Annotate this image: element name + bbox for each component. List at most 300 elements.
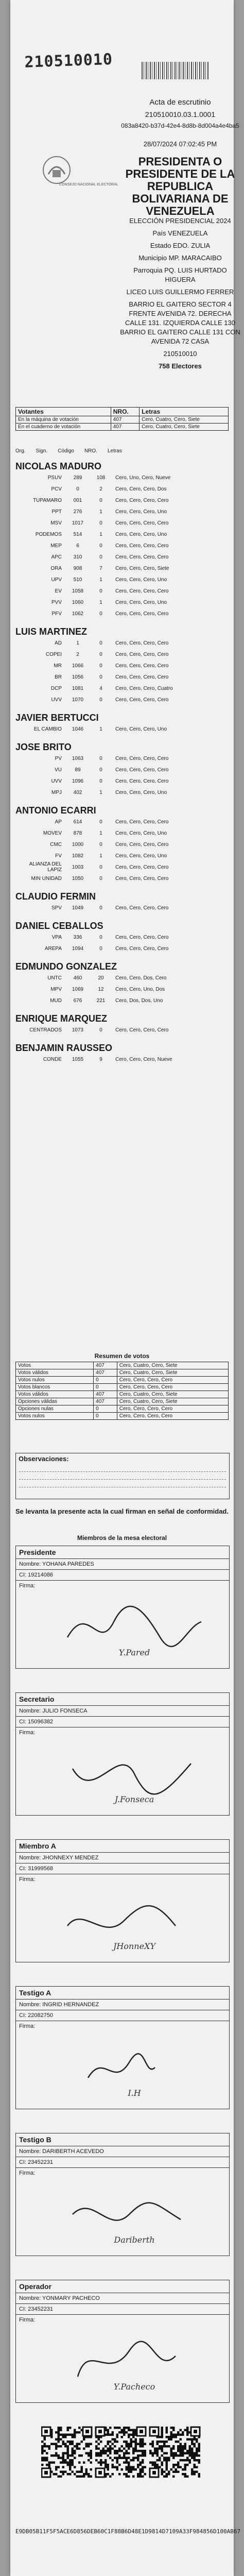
party-code: 878 <box>73 830 82 836</box>
party-nro: 0 <box>99 554 102 560</box>
voters-header: Votantes <box>16 408 111 416</box>
party-code: 1081 <box>72 685 84 691</box>
party-nro: 1 <box>99 853 102 859</box>
party-org: UVV <box>51 697 62 703</box>
candidate-name: DANIEL CEBALLOS <box>15 921 103 931</box>
handwritten-signature <box>57 1885 212 1957</box>
voters-table <box>15 407 229 431</box>
party-code: 336 <box>73 934 82 940</box>
party-org: ALIANZA DEL LAPIZ <box>29 861 62 873</box>
election-title: PRESIDENTA O PRESIDENTE DE LA REPUBLICA BOLIVARIANA DE VENEZUELA <box>125 155 235 217</box>
party-letras: Cero, Cero, Cero, Cero <box>115 875 169 882</box>
candidate-party-row <box>15 694 229 705</box>
summary-letras: Cero, Cero, Cero, Cero <box>117 1413 228 1420</box>
party-nro: 7 <box>99 565 102 571</box>
party-nro: 1 <box>99 577 102 583</box>
candidate-party-row <box>15 972 229 984</box>
party-nro: 0 <box>99 611 102 617</box>
party-code: 1082 <box>72 853 84 859</box>
candidate-name: BENJAMIN RAUSSEO <box>15 1043 113 1053</box>
signature-area <box>16 1727 229 1815</box>
party-letras: Cero, Cero, Cero, Cuatro <box>115 685 173 691</box>
table-row <box>16 1377 229 1384</box>
firma-label: Firma: <box>19 2023 36 2029</box>
table-row <box>16 1398 229 1405</box>
table-row <box>16 1405 229 1413</box>
member-name: Nombre: YOHANA PAREDES <box>16 1559 229 1570</box>
summary-nro: 0 <box>94 1413 117 1420</box>
party-org: AREPA <box>44 945 62 952</box>
candidate-party-row <box>15 585 229 597</box>
party-letras: Cero, Cero, Cero, Cero <box>115 1027 169 1033</box>
signature-area <box>16 2021 229 2109</box>
party-letras: Cero, Cero, Cero, Cero <box>115 554 169 560</box>
member-role: Miembro A <box>16 1840 229 1853</box>
party-nro: 0 <box>99 875 102 882</box>
candidate-name: JOSE BRITO <box>15 742 72 752</box>
signature-text: Y.Pared <box>118 1648 150 1657</box>
party-letras: Cero, Cero, Cero, Uno <box>115 789 167 795</box>
party-code: 1049 <box>72 905 84 911</box>
table-row: En la máquina de votación 407 Cero, Cuatro, Cero, Siete <box>16 416 229 423</box>
candidate-name: JAVIER BERTUCCI <box>15 713 99 723</box>
summary-nro: 0 <box>94 1405 117 1413</box>
candidate-party-row <box>15 931 229 943</box>
summary-letras: Cero, Cuatro, Cero, Siete <box>117 1369 228 1377</box>
party-code: 1 <box>76 640 79 646</box>
party-org: MPV <box>50 986 62 992</box>
handwritten-signature <box>57 1738 212 1810</box>
party-org: PFV <box>51 611 62 617</box>
candidate-party-row <box>15 1024 229 1036</box>
signature-text: I.H <box>128 2088 141 2098</box>
party-letras: Cero, Cero, Cero, Dos <box>115 486 167 492</box>
summary-label: Votos nulos <box>16 1413 94 1420</box>
party-code: 1094 <box>72 945 84 952</box>
signature-area <box>16 1581 229 1668</box>
acta-id: 210510010.03.1.0001 <box>145 110 216 118</box>
party-nro: 0 <box>99 588 102 594</box>
party-nro: 0 <box>99 841 102 848</box>
party-code: 1055 <box>72 1056 84 1062</box>
candidate-party-row <box>15 839 229 850</box>
member-role: Testigo B <box>16 2133 229 2146</box>
summary-letras: Cero, Cuatro, Cero, Siete <box>117 1391 228 1398</box>
candidate-party-row <box>15 472 229 483</box>
table-row <box>16 1391 229 1398</box>
summary-letras: Cero, Cuatro, Cero, Siete <box>117 1398 228 1405</box>
candidate-party-row <box>15 529 229 540</box>
member-name: Nombre: JHONNEXY MENDEZ <box>16 1853 229 1863</box>
summary-label: Votos blancos <box>16 1384 94 1391</box>
party-letras: Cero, Cero, Cero, Cero <box>115 543 169 549</box>
party-nro: 0 <box>99 663 102 669</box>
nro-header: NRO. <box>111 408 139 416</box>
party-org: BR <box>55 674 62 680</box>
summary-label: Opciones nulas <box>16 1405 94 1413</box>
legal-text: Se levanta la presente acta la cual firman en señal de conformidad. <box>15 1507 229 1515</box>
candidate-name: LUIS MARTINEZ <box>15 626 87 637</box>
party-code: 1046 <box>72 726 84 732</box>
party-nro: 0 <box>99 767 102 773</box>
member-ci: CI: 23452231 <box>16 2304 229 2315</box>
candidate-party-row <box>15 683 229 694</box>
party-org: PV <box>55 755 62 761</box>
party-code: 89 <box>75 767 81 773</box>
firma-label: Firma: <box>19 1876 36 1883</box>
summary-letras: Cero, Cero, Cero, Cero <box>117 1384 228 1391</box>
party-nro: 4 <box>99 685 102 691</box>
summary-nro: 407 <box>94 1391 117 1398</box>
party-nro: 1 <box>99 726 102 732</box>
summary-label: Votos válidos <box>16 1369 94 1377</box>
party-org: SPV <box>51 905 62 911</box>
party-code: 6 <box>76 543 79 549</box>
candidate-party-row <box>15 1054 229 1065</box>
member-name: Nombre: JULIO FONSECA <box>16 1706 229 1717</box>
party-org: UNTC <box>47 975 62 981</box>
party-code: 310 <box>73 554 82 560</box>
member-role: Operador <box>16 2280 229 2293</box>
firma-label: Firma: <box>19 2317 36 2323</box>
table-row <box>16 1362 229 1369</box>
table-row <box>16 1369 229 1377</box>
member-block <box>15 1692 230 1816</box>
parish: Parroquia PQ. LUIS HURTADO HIGUERA <box>133 266 227 283</box>
party-nro: 9 <box>99 1056 102 1062</box>
candidate-party-row <box>15 827 229 839</box>
candidate-party-row <box>15 764 229 775</box>
party-letras: Cero, Cero, Cero, Cero <box>115 905 169 911</box>
candidate-party-row <box>15 787 229 798</box>
party-code: 614 <box>73 819 82 825</box>
header-barcode <box>142 62 208 79</box>
member-block <box>15 1546 230 1669</box>
party-org: UPV <box>51 577 62 583</box>
party-org: PVV <box>51 599 62 605</box>
candidate-name: CLAUDIO FERMIN <box>15 891 96 902</box>
party-nro: 0 <box>99 755 102 761</box>
candidate-party-row <box>15 574 229 585</box>
party-letras: Cero, Cero, Cero, Uno <box>115 531 167 537</box>
candidate-party-row <box>15 995 229 1006</box>
candidate-party-row <box>15 540 229 551</box>
summary-label: Votos <box>16 1362 94 1369</box>
footer-hash: E9DB05B11F5F5ACE6D856DEB60C1F88B6D48E1D9814D7109A33F984856D100AB67 <box>15 2528 241 2535</box>
member-ci: CI: 23452231 <box>16 2157 229 2168</box>
table-row <box>16 1413 229 1420</box>
signature-text: JHonneXY <box>113 1941 156 1951</box>
member-role: Presidente <box>16 1546 229 1559</box>
party-code: 1003 <box>72 864 84 870</box>
candidate-party-row <box>15 850 229 861</box>
candidate-party-row <box>15 637 229 649</box>
party-nro: 1 <box>99 830 102 836</box>
candidate-party-row <box>15 495 229 506</box>
party-nro: 0 <box>99 543 102 549</box>
member-block <box>15 1986 230 2109</box>
party-letras: Cero, Cero, Cero, Cero <box>115 864 169 870</box>
candidate-party-row <box>15 597 229 608</box>
candidate-party-row <box>15 775 229 787</box>
candidate-party-row <box>15 723 229 735</box>
candidate-party-row <box>15 608 229 619</box>
signature-text: Y.Pacheco <box>113 2382 155 2392</box>
party-letras: Cero, Cero, Cero, Cero <box>115 674 169 680</box>
party-org: MOVEV <box>43 830 62 836</box>
party-nro: 0 <box>99 651 102 657</box>
party-code: 514 <box>73 531 82 537</box>
member-name: Nombre: INGRID HERNANDEZ <box>16 1999 229 2010</box>
candidate-party-row <box>15 984 229 995</box>
center-name: LICEO LUIS GUILLERMO FERRER <box>126 288 234 296</box>
party-letras: Cero, Cero, Cero, Uno <box>115 599 167 605</box>
party-org: TUPAMARO <box>33 497 62 503</box>
party-code: 402 <box>73 789 82 795</box>
party-letras: Cero, Cero, Cero, Uno <box>115 853 167 859</box>
party-nro: 221 <box>96 997 106 1004</box>
observations-label: Observaciones: <box>19 1455 69 1463</box>
candidate-name: NICOLAS MADURO <box>15 461 101 471</box>
member-role: Testigo A <box>16 1987 229 1999</box>
member-block <box>15 2280 230 2403</box>
member-block <box>15 1839 230 1962</box>
logo-caption: CONSEJO NACIONAL ELECTORAL <box>59 183 118 187</box>
party-org: VPA <box>51 934 62 940</box>
party-org: CENTRADOS <box>29 1027 62 1033</box>
party-org: PSUV <box>47 474 62 481</box>
party-nro: 0 <box>99 520 102 526</box>
party-letras: Cero, Dos, Dos, Uno <box>115 997 163 1004</box>
summary-nro: 407 <box>94 1369 117 1377</box>
handwritten-signature <box>57 2178 212 2250</box>
party-nro: 0 <box>99 1027 102 1033</box>
handwritten-signature <box>57 2031 212 2104</box>
summary-nro: 407 <box>94 1398 117 1405</box>
divider <box>19 1471 226 1472</box>
party-org: APC <box>51 554 62 560</box>
signature-area <box>16 1874 229 1962</box>
member-ci: CI: 19214086 <box>16 1570 229 1581</box>
signature-text: J.Fonseca <box>114 1794 154 1804</box>
candidate-party-row <box>15 506 229 517</box>
candidate-party-row <box>15 551 229 563</box>
candidate-name: ENRIQUE MARQUEZ <box>15 1013 108 1024</box>
state: Estado EDO. ZULIA <box>150 242 211 249</box>
party-org: PPT <box>51 509 62 515</box>
party-nro: 108 <box>96 474 106 481</box>
party-code: 1070 <box>72 697 84 703</box>
party-org: EV <box>55 588 62 594</box>
party-letras: Cero, Cero, Cero, Uno <box>115 726 167 732</box>
member-ci: CI: 15096382 <box>16 1717 229 1727</box>
election-name: ELECCIÓN PRESIDENCIAL 2024 <box>129 217 231 225</box>
party-org: CONDE <box>43 1056 62 1062</box>
signature-area <box>16 2168 229 2256</box>
summary-label: Opciones válidas <box>16 1398 94 1405</box>
party-letras: Cero, Cero, Cero, Cero <box>115 497 169 503</box>
party-code: 1062 <box>72 611 84 617</box>
party-code: 1060 <box>72 599 84 605</box>
party-org: MSV <box>50 520 62 526</box>
party-org: FV <box>55 853 62 859</box>
party-org: MR <box>54 663 62 669</box>
party-nro: 0 <box>99 934 102 940</box>
candidate-party-row <box>15 671 229 683</box>
cne-logo-icon <box>41 155 72 185</box>
party-org: PODEMOS <box>35 531 62 537</box>
party-org: DCP <box>50 685 62 691</box>
candidate-party-row <box>15 649 229 660</box>
summary-label: Votos nulos <box>16 1377 94 1384</box>
party-letras: Cero, Uno, Cero, Nueve <box>115 474 171 481</box>
party-org: PCV <box>51 486 62 492</box>
party-code: 001 <box>73 497 82 503</box>
party-letras: Cero, Cero, Cero, Cero <box>115 755 169 761</box>
party-letras: Cero, Cero, Cero, Cero <box>115 841 169 848</box>
country: País VENEZUELA <box>152 229 208 237</box>
firma-label: Firma: <box>19 2170 36 2176</box>
handwritten-signature <box>57 1591 212 1663</box>
party-code: 460 <box>73 975 82 981</box>
table-row <box>16 1384 229 1391</box>
candidate-party-row <box>15 753 229 764</box>
party-org: VU <box>55 767 62 773</box>
party-nro: 1 <box>99 531 102 537</box>
party-nro: 0 <box>99 497 102 503</box>
acta-timestamp: 28/07/2024 07:02:45 PM <box>143 140 217 148</box>
summary-label: Votos válidos <box>16 1391 94 1398</box>
party-nro: 2 <box>99 486 102 492</box>
party-code: 1096 <box>72 778 84 784</box>
party-org: EL CAMBIO <box>33 726 62 732</box>
summary-nro: 0 <box>94 1384 117 1391</box>
summary-nro: 0 <box>94 1377 117 1384</box>
handwritten-code: 210510010 <box>24 50 113 72</box>
handwritten-signature <box>57 2325 212 2397</box>
party-org: AP <box>55 819 62 825</box>
party-nro: 0 <box>99 697 102 703</box>
members-title: Miembros de la mesa electoral <box>77 1534 167 1541</box>
party-code: 276 <box>73 509 82 515</box>
municipality: Municipio MP. MARACAIBO <box>138 254 222 262</box>
party-nro: 20 <box>98 975 104 981</box>
party-nro: 0 <box>99 640 102 646</box>
party-org: MUD <box>50 997 62 1004</box>
candidate-columns-header: Org. Sign. Código NRO. Letras <box>15 448 122 454</box>
party-org: CMC <box>50 841 62 848</box>
table-row: En el cuaderno de votación 407 Cero, Cuatro, Cero, Siete <box>16 423 229 431</box>
signature-text: Dariberth <box>114 2235 155 2245</box>
party-letras: Cero, Cero, Cero, Uno <box>115 509 167 515</box>
party-letras: Cero, Cero, Dos, Cero <box>115 975 167 981</box>
party-code: 2 <box>76 651 79 657</box>
summary-table <box>15 1362 229 1420</box>
qr-codes <box>41 2424 201 2481</box>
party-code: 1058 <box>72 588 84 594</box>
party-letras: Cero, Cero, Cero, Cero <box>115 520 169 526</box>
party-code: 908 <box>73 565 82 571</box>
party-org: COPEI <box>45 651 62 657</box>
candidate-name: ANTONIO ECARRI <box>15 805 96 816</box>
party-letras: Cero, Cero, Cero, Cero <box>115 588 169 594</box>
party-letras: Cero, Cero, Cero, Cero <box>115 819 169 825</box>
party-letras: Cero, Cero, Cero, Uno <box>115 830 167 836</box>
party-letras: Cero, Cero, Cero, Cero <box>115 945 169 952</box>
summary-nro: 407 <box>94 1362 117 1369</box>
party-org: AD <box>55 640 62 646</box>
party-nro: 0 <box>99 778 102 784</box>
party-letras: Cero, Cero, Cero, Cero <box>115 663 169 669</box>
party-code: 676 <box>73 997 82 1004</box>
candidate-party-row <box>15 816 229 827</box>
party-nro: 1 <box>99 599 102 605</box>
party-letras: Cero, Cero, Cero, Nueve <box>115 1056 172 1062</box>
party-letras: Cero, Cero, Cero, Cero <box>115 640 169 646</box>
member-name: Nombre: DARIBERTH ACEVEDO <box>16 2146 229 2157</box>
party-code: 1066 <box>72 663 84 669</box>
member-block <box>15 2133 230 2256</box>
letras-header: Letras <box>140 408 229 416</box>
observations-box <box>15 1453 230 1499</box>
summary-letras: Cero, Cuatro, Cero, Siete <box>117 1362 228 1369</box>
candidate-party-row <box>15 873 229 884</box>
summary-section <box>15 1352 229 1420</box>
party-letras: Cero, Cero, Cero, Cero <box>115 767 169 773</box>
firma-label: Firma: <box>19 1583 36 1589</box>
party-code: 1063 <box>72 755 84 761</box>
party-code: 0 <box>76 486 79 492</box>
party-letras: Cero, Cero, Cero, Cero <box>115 651 169 657</box>
party-nro: 1 <box>99 509 102 515</box>
candidate-list <box>15 461 229 1065</box>
member-ci: CI: 22082750 <box>16 2010 229 2021</box>
candidate-party-row <box>15 861 229 873</box>
party-code: 1073 <box>72 1027 84 1033</box>
electors-count: 758 Electores <box>159 362 202 370</box>
candidates-section <box>15 448 229 1065</box>
party-letras: Cero, Cero, Cero, Siete <box>115 565 169 571</box>
location-block <box>118 216 242 374</box>
party-letras: Cero, Cero, Cero, Cero <box>115 934 169 940</box>
party-letras: Cero, Cero, Cero, Cero <box>115 697 169 703</box>
acta-hash: 083a8420-b37d-42e4-8d8b-8d004a4e4ba5 <box>121 122 239 129</box>
center-code: 210510010 <box>163 350 197 358</box>
party-nro: 0 <box>99 819 102 825</box>
party-org: MPJ <box>51 789 62 795</box>
candidate-party-row <box>15 517 229 529</box>
party-letras: Cero, Cero, Cero, Cero <box>115 778 169 784</box>
party-org: UVV <box>51 778 62 784</box>
member-name: Nombre: YONMARY PACHECO <box>16 2293 229 2304</box>
summary-letras: Cero, Cero, Cero, Cero <box>117 1377 228 1384</box>
party-nro: 0 <box>99 945 102 952</box>
party-code: 289 <box>73 474 82 481</box>
party-code: 1056 <box>72 674 84 680</box>
party-code: 510 <box>73 577 82 583</box>
party-nro: 0 <box>99 905 102 911</box>
acta-title: Acta de escrutinio <box>149 98 211 107</box>
candidate-party-row <box>15 563 229 574</box>
party-nro: 0 <box>99 674 102 680</box>
party-code: 1050 <box>72 875 84 882</box>
party-nro: 12 <box>98 986 104 992</box>
party-code: 1069 <box>72 986 84 992</box>
summary-letras: Cero, Cero, Cero, Cero <box>117 1405 228 1413</box>
signature-area <box>16 2315 229 2402</box>
candidate-party-row <box>15 902 229 913</box>
member-role: Secretario <box>16 1693 229 1706</box>
